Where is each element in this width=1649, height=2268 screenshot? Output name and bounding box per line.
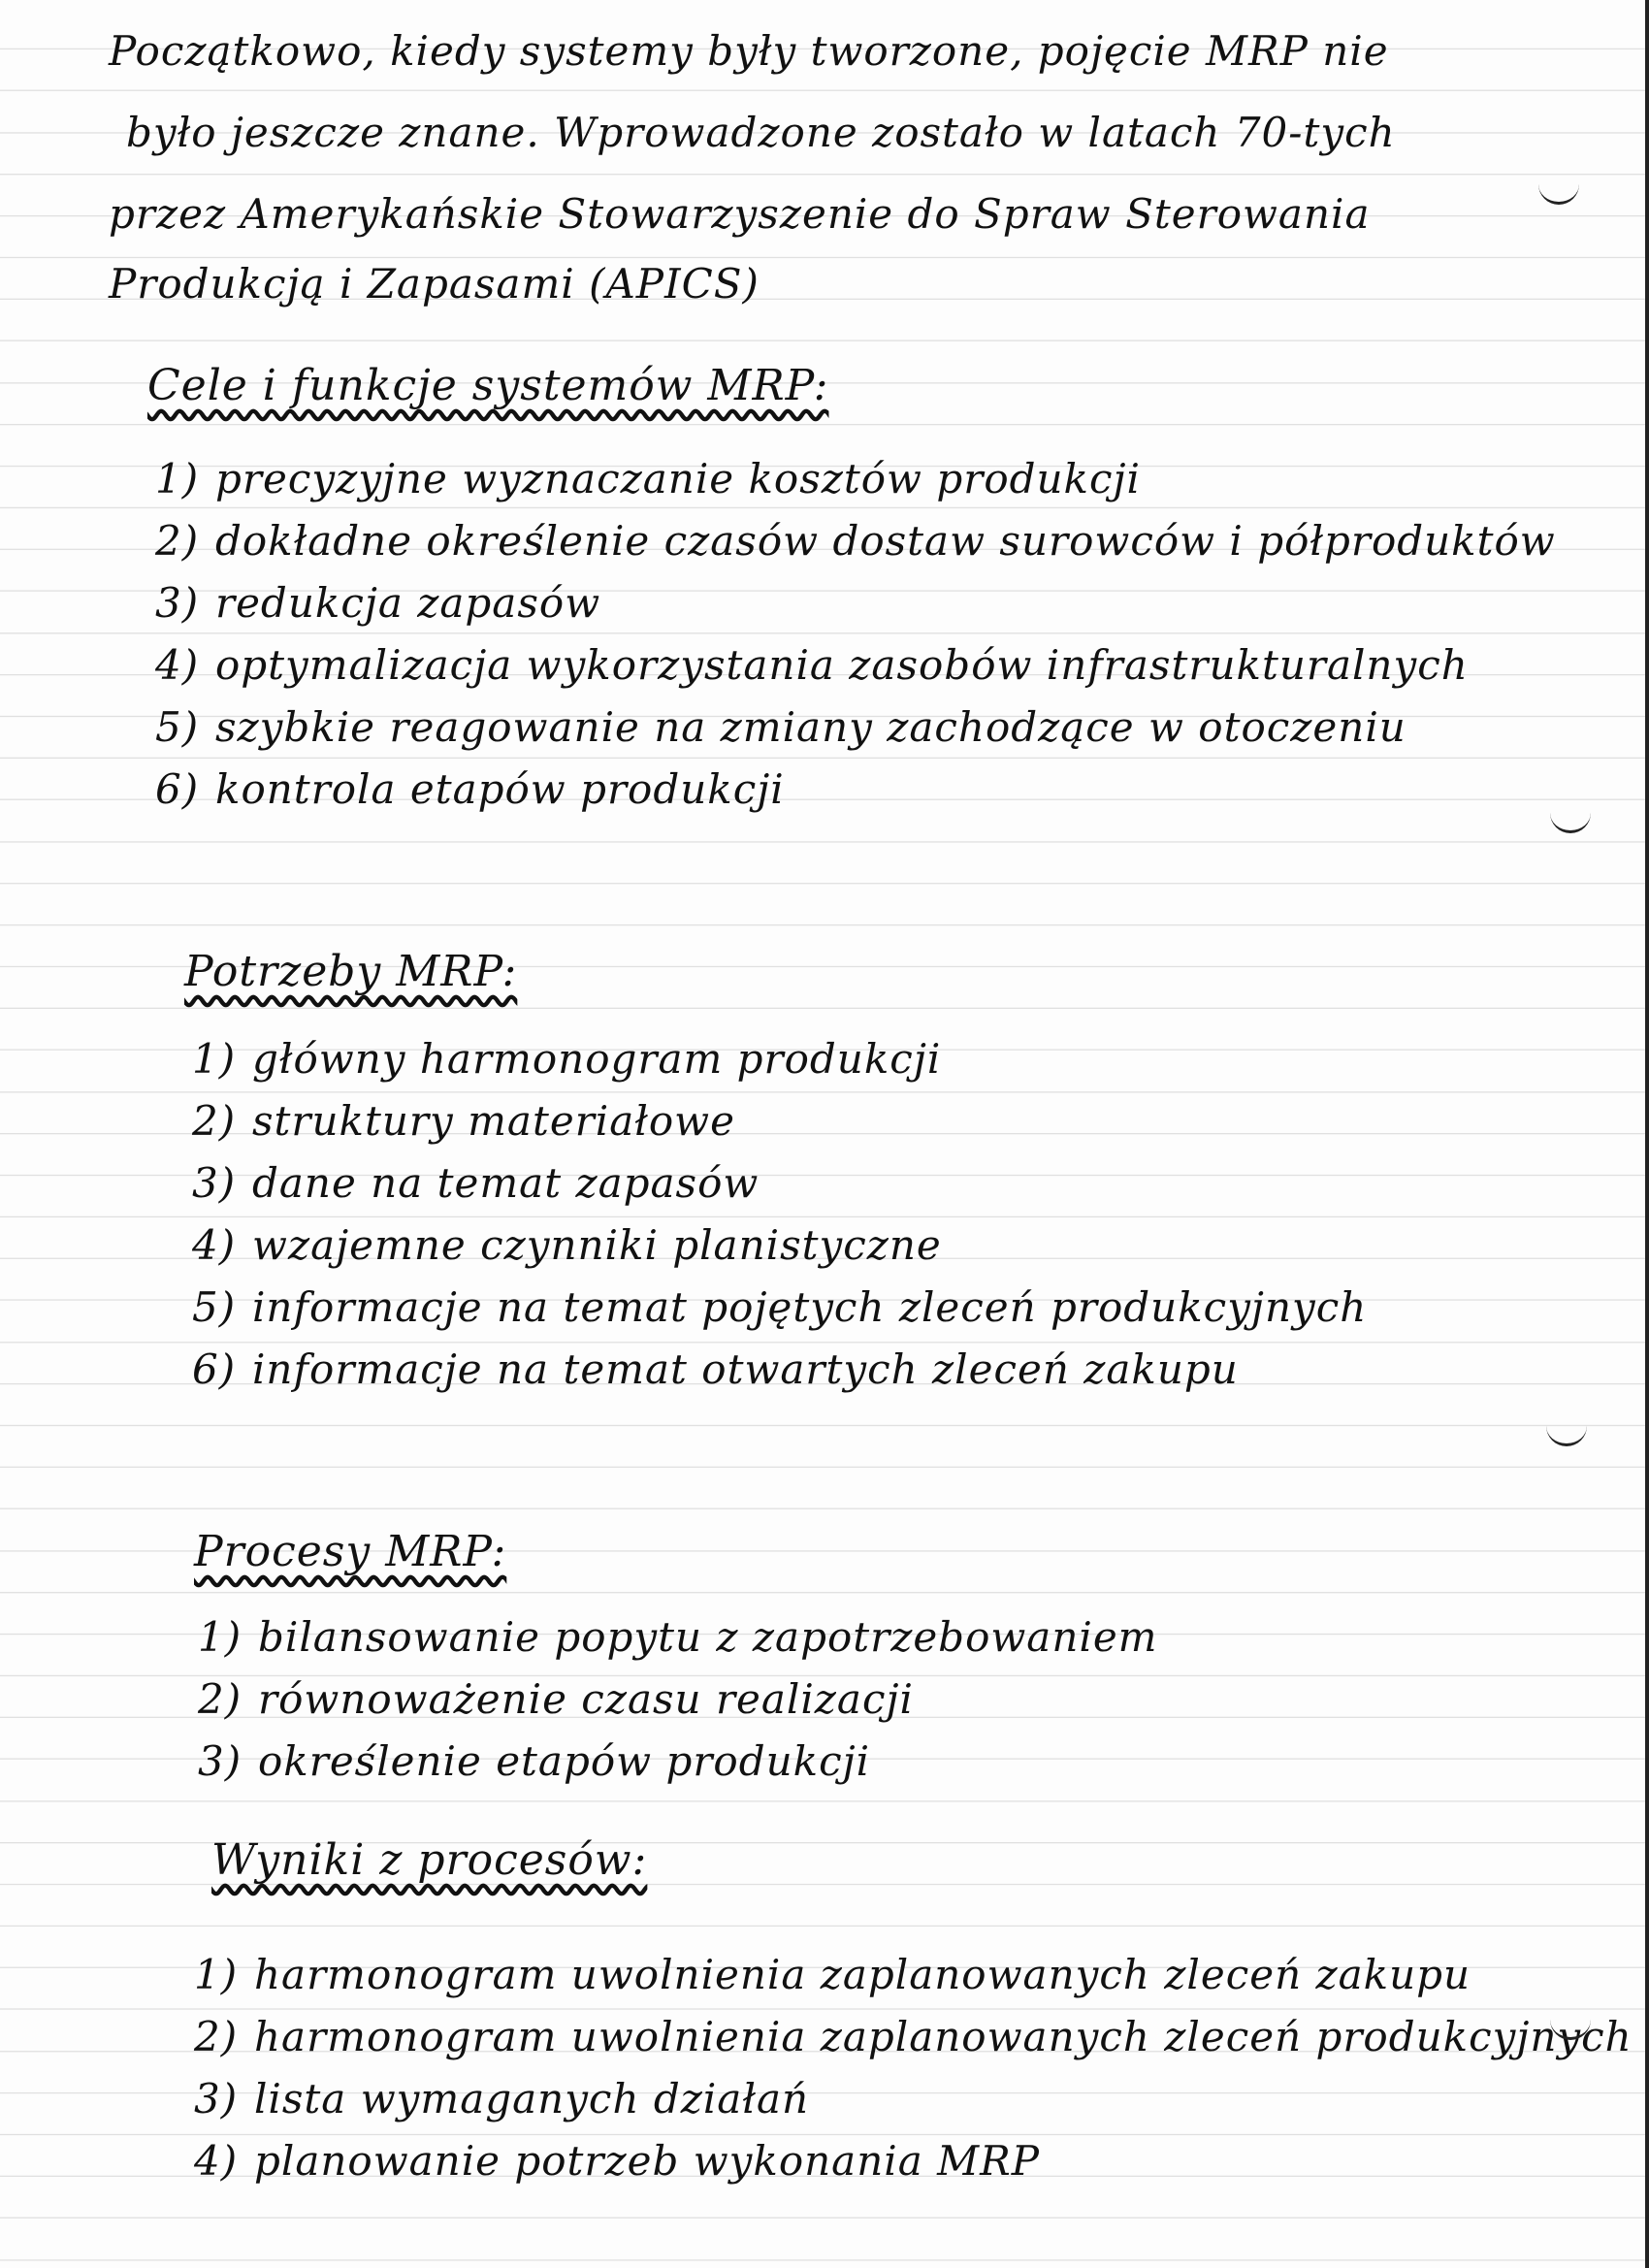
section-heading: Wyniki z procesów: <box>211 1835 648 1885</box>
intro-line: było jeszcze znane. Wprowadzone zostało w latach 70-tych <box>126 109 1396 156</box>
margin-tick-mark <box>1546 1426 1587 1446</box>
list-item <box>155 448 1556 510</box>
item-text: optymalizacja wykorzystania zasobów infrastrukturalnych <box>215 641 1469 689</box>
item-number: 3) <box>198 1737 242 1785</box>
intro-line: Produkcją i Zapasami (APICS) <box>109 260 760 308</box>
section-heading: Procesy MRP: <box>194 1527 507 1576</box>
intro-line: przez Amerykańskie Stowarzyszenie do Spraw Sterowania <box>109 190 1371 238</box>
item-number: 6) <box>155 765 200 813</box>
item-text: harmonogram uwolnienia zaplanowanych zleceń zakupu <box>254 1951 1471 1998</box>
item-text: dokładne określenie czasów dostaw surowców i półproduktów <box>215 517 1556 565</box>
item-text: informacje na temat pojętych zleceń produkcyjnych <box>252 1283 1368 1331</box>
item-text: bilansowanie popytu z zapotrzebowaniem <box>258 1613 1158 1661</box>
margin-tick-mark <box>1538 184 1579 205</box>
section-list <box>155 448 1556 821</box>
item-text: lista wymaganych działań <box>254 2075 810 2122</box>
item-text: struktury materiałowe <box>252 1097 735 1145</box>
item-number: 2) <box>194 2013 239 2060</box>
item-text: wzajemne czynniki planistyczne <box>252 1221 942 1269</box>
item-number: 1) <box>155 455 200 502</box>
list-item <box>198 1731 1158 1793</box>
item-number: 1) <box>198 1613 242 1661</box>
item-text: szybkie reagowanie na zmiany zachodzące w otoczeniu <box>215 703 1406 751</box>
item-text: harmonogram uwolnienia zaplanowanych zleceń produkcyjnych <box>254 2013 1633 2060</box>
section-list <box>192 1028 1367 1401</box>
list-item <box>194 2068 1633 2130</box>
item-number: 5) <box>192 1283 237 1331</box>
item-number: 4) <box>155 641 200 689</box>
list-item <box>192 1028 1367 1090</box>
intro-line: Początkowo, kiedy systemy były tworzone, pojęcie MRP nie <box>109 27 1389 75</box>
list-item <box>192 1277 1367 1339</box>
list-item <box>194 1944 1633 2006</box>
item-number: 2) <box>192 1097 237 1145</box>
item-text: dane na temat zapasów <box>252 1159 760 1207</box>
margin-tick-mark <box>1550 813 1591 833</box>
list-item <box>194 2006 1633 2068</box>
list-item <box>192 1152 1367 1215</box>
list-item <box>198 1669 1158 1731</box>
item-number: 1) <box>194 1951 239 1998</box>
item-number: 4) <box>194 2137 239 2185</box>
item-number: 3) <box>192 1159 237 1207</box>
list-item <box>155 634 1556 697</box>
item-number: 3) <box>155 579 200 627</box>
item-text: określenie etapów produkcji <box>258 1737 871 1785</box>
section-heading: Cele i funkcje systemów MRP: <box>147 361 829 410</box>
item-text: precyzyjne wyznaczanie kosztów produkcji <box>215 455 1141 502</box>
item-text: informacje na temat otwartych zleceń zakupu <box>252 1345 1239 1393</box>
item-number: 2) <box>198 1675 242 1723</box>
list-item <box>192 1215 1367 1277</box>
list-item <box>155 510 1556 572</box>
list-item <box>194 2130 1633 2192</box>
section-heading: Potrzeby MRP: <box>184 947 518 996</box>
list-item <box>192 1090 1367 1152</box>
item-text: planowanie potrzeb wykonania MRP <box>254 2137 1040 2185</box>
item-number: 2) <box>155 517 200 565</box>
list-item <box>155 697 1556 759</box>
item-text: redukcja zapasów <box>215 579 601 627</box>
item-text: kontrola etapów produkcji <box>215 765 785 813</box>
item-number: 1) <box>192 1035 237 1083</box>
item-number: 4) <box>192 1221 237 1269</box>
item-text: główny harmonogram produkcji <box>252 1035 942 1083</box>
page-edge <box>1645 0 1649 2268</box>
item-number: 3) <box>194 2075 239 2122</box>
list-item <box>198 1606 1158 1669</box>
list-item <box>155 572 1556 634</box>
item-number: 5) <box>155 703 200 751</box>
item-number: 6) <box>192 1345 237 1393</box>
list-item <box>155 759 1556 821</box>
item-text: równoważenie czasu realizacji <box>258 1675 914 1723</box>
section-list <box>194 1944 1633 2192</box>
section-list <box>198 1606 1158 1793</box>
list-item <box>192 1339 1367 1401</box>
